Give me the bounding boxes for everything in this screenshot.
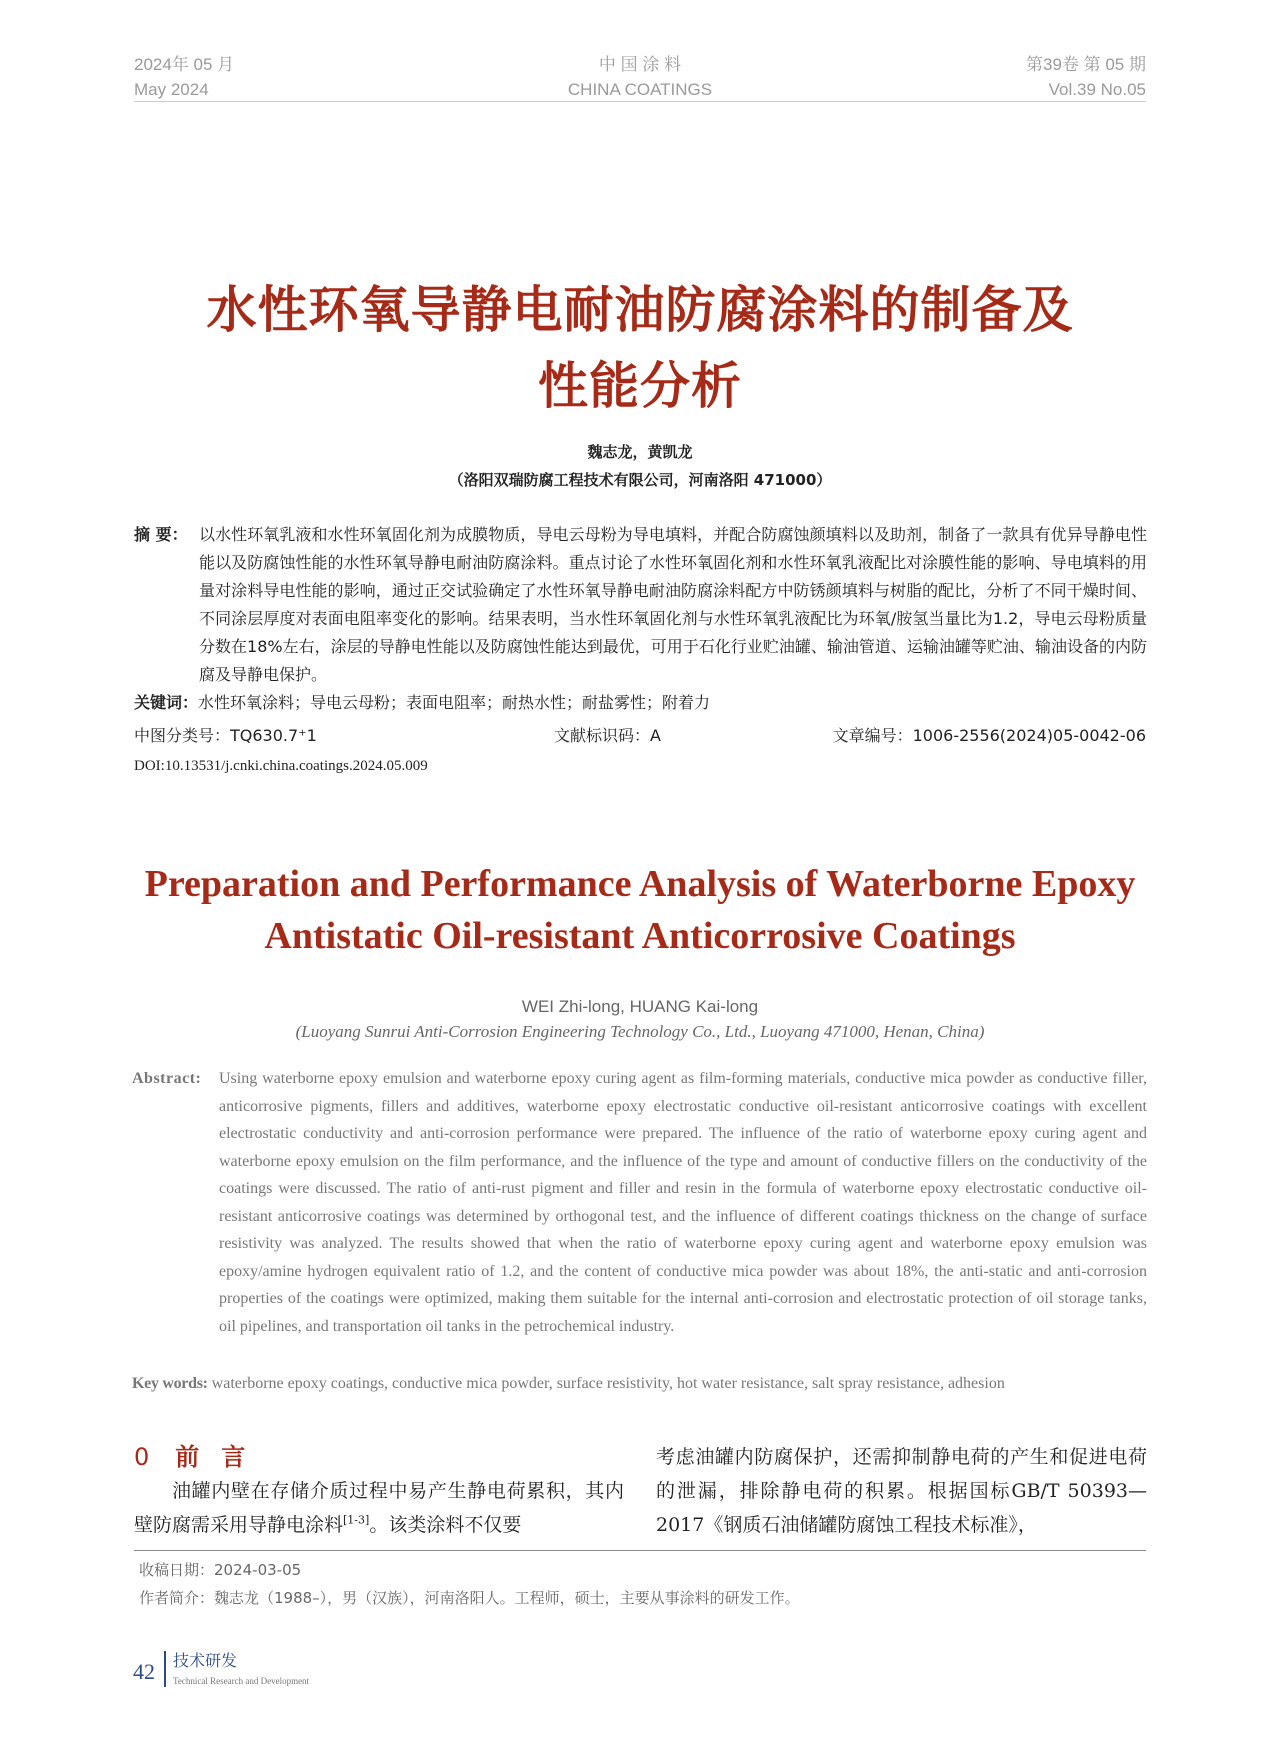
keywords-cn bbox=[134, 690, 1146, 716]
keywords-en-text: waterborne epoxy coatings, conductive mica powder, surface resistivity, hot water resistance, salt spray resistance, adhesion bbox=[211, 1375, 1005, 1392]
footer-section-cn: 技术研发 bbox=[173, 1651, 238, 1670]
authors-en: WEI Zhi-long, HUANG Kai-long bbox=[521, 997, 759, 1016]
title-en-line1: Preparation and Performance Analysis of Waterborne Epoxy bbox=[144, 863, 1136, 905]
abstract-en-text: Using waterborne epoxy emulsion and waterborne epoxy curing agent as film-forming materials, conductive mica powder as conductive filler, anticorrosive pigments, fillers and additives, waterborne epoxy electrostatic conductive oil-resistant anticorrosive coatings with excellent electrostatic conductivity and anti-corrosion performance were prepared. The influence of the ratio of waterborne epoxy curing agent and waterborne epoxy emulsion on the film performance, and the influence of the type and amount of conductive fillers on the conductivity of the coatings were discussed. The ratio of anti-rust pigment and filler and resin in the formula of waterborne epoxy electrostatic conductive oil-resistant anticorrosive coatings was determined by orthogonal test, and the influence of different coatings thickness on the change of surface resistivity was analyzed. The results showed that when the ratio of waterborne epoxy curing agent and waterborne epoxy emulsion was epoxy/amine hydrogen equivalent ratio of 1.2, and the content of conductive mica powder was about 18%, the anti-static and anti-corrosion properties of the coatings were optimized, making them suitable for the internal anti-corrosion and electrostatic protection of oil storage tanks, oil pipelines, and transportation oil tanks in the petrochemical industry. bbox=[219, 1070, 1147, 1335]
page-number: 42 bbox=[133, 1659, 155, 1684]
citation-ref: [1-3] bbox=[343, 1513, 370, 1527]
body-left-text-b: 。该类涂料不仅要 bbox=[369, 1514, 522, 1536]
keywords-en-label: Key words: bbox=[132, 1375, 208, 1392]
header-journal-en: CHINA COATINGS bbox=[567, 80, 713, 99]
affiliation-en: (Luoyang Sunrui Anti-Corrosion Engineering Technology Co., Ltd., Luoyang 471000, Henan, China) bbox=[295, 1022, 985, 1041]
section-title: 前言 bbox=[175, 1443, 268, 1471]
body-column-left bbox=[134, 1474, 624, 1542]
header-date-cn: 2024年 05 月 bbox=[134, 55, 235, 74]
affiliation-cn: （洛阳双瑞防腐工程技术有限公司，河南洛阳 471000） bbox=[448, 471, 832, 489]
keywords-en bbox=[132, 1371, 1147, 1397]
doi: DOI:10.13531/j.cnki.china.coatings.2024.05.009 bbox=[134, 758, 428, 774]
keywords-cn-text: 水性环氧涂料；导电云母粉；表面电阻率；耐热水性；耐盐雾性；附着力 bbox=[198, 693, 711, 712]
document-code: 文献标识码：A bbox=[554, 726, 661, 745]
authors-cn: 魏志龙，黄凯龙 bbox=[587, 443, 693, 461]
abstract-cn-text: 以水性环氧乳液和水性环氧固化剂为成膜物质，导电云母粉为导电填料，并配合防腐蚀颜填料以及助剂，制备了一款具有优异导静电性能以及防腐蚀性能的水性环氧导静电耐油防腐涂料。重点讨论了水性环氧固化剂和水性环氧乳液配比对涂膜性能的影响、导电填料的用量对涂料导电性能的影响，通过正交试验确定了水性环氧导静电耐油防腐涂料配方中防锈颜填料与树脂的配比，分析了不同干燥时间、不同涂层厚度对表面电阻率变化的影响。结果表明，当水性环氧固化剂与水性环氧乳液配比为环氧/胺氢当量比为1.2，导电云母粉质量分数在18%左右，涂层的导静电性能以及防腐蚀性能达到最优，可用于石化行业贮油罐、输油管道、运输油罐等贮油、输油设备的内防腐及导静电保护。 bbox=[199, 525, 1147, 684]
abstract-en-label: Abstract: bbox=[132, 1070, 202, 1087]
footnote-received: 收稿日期：2024-03-05 bbox=[139, 1561, 302, 1579]
header-volume bbox=[1026, 52, 1146, 102]
body-left-text-a: 油罐内壁在存储介质过程中易产生静电荷累积，其内壁防腐需采用导静电涂料 bbox=[134, 1480, 624, 1536]
section-heading bbox=[134, 1440, 267, 1474]
footer-section-en: Technical Research and Development bbox=[173, 1676, 310, 1686]
header-date-en: May 2024 bbox=[134, 80, 209, 99]
header-journal-cn: 中 国 涂 料 bbox=[598, 55, 682, 74]
footnote-author-bio: 作者简介：魏志龙（1988–），男（汉族），河南洛阳人。工程师，硕士，主要从事涂料的研发工作。 bbox=[139, 1589, 800, 1607]
header-volume-en: Vol.39 No.05 bbox=[1048, 80, 1146, 99]
title-cn-line2: 性能分析 bbox=[538, 357, 742, 415]
title-cn-line1: 水性环氧导静电耐油防腐涂料的制备及 bbox=[206, 281, 1074, 339]
keywords-cn-label: 关键词： bbox=[134, 693, 199, 712]
title-en bbox=[100, 858, 1180, 962]
clc-number: 中图分类号：TQ630.7⁺1 bbox=[134, 726, 317, 745]
title-en-line2: Antistatic Oil-resistant Anticorrosive Coatings bbox=[264, 915, 1016, 957]
header-rule bbox=[134, 101, 1146, 102]
title-cn bbox=[120, 272, 1160, 424]
footnote-rule bbox=[134, 1550, 1146, 1551]
article-number: 文章编号：1006-2556(2024)05-0042-06 bbox=[832, 726, 1146, 745]
abstract-cn-label: 摘 要： bbox=[134, 525, 188, 544]
body-column-right: 考虑油罐内防腐保护，还需抑制静电荷的产生和促进电荷的泄漏，排除静电荷的积累。根据国标GB/T 50393—2017《钢质石油储罐防腐蚀工程技术标准》， bbox=[656, 1446, 1147, 1536]
section-number: 0 bbox=[134, 1443, 150, 1471]
header-volume-cn: 第39卷 第 05 期 bbox=[1026, 55, 1146, 74]
footer-divider bbox=[164, 1651, 166, 1687]
